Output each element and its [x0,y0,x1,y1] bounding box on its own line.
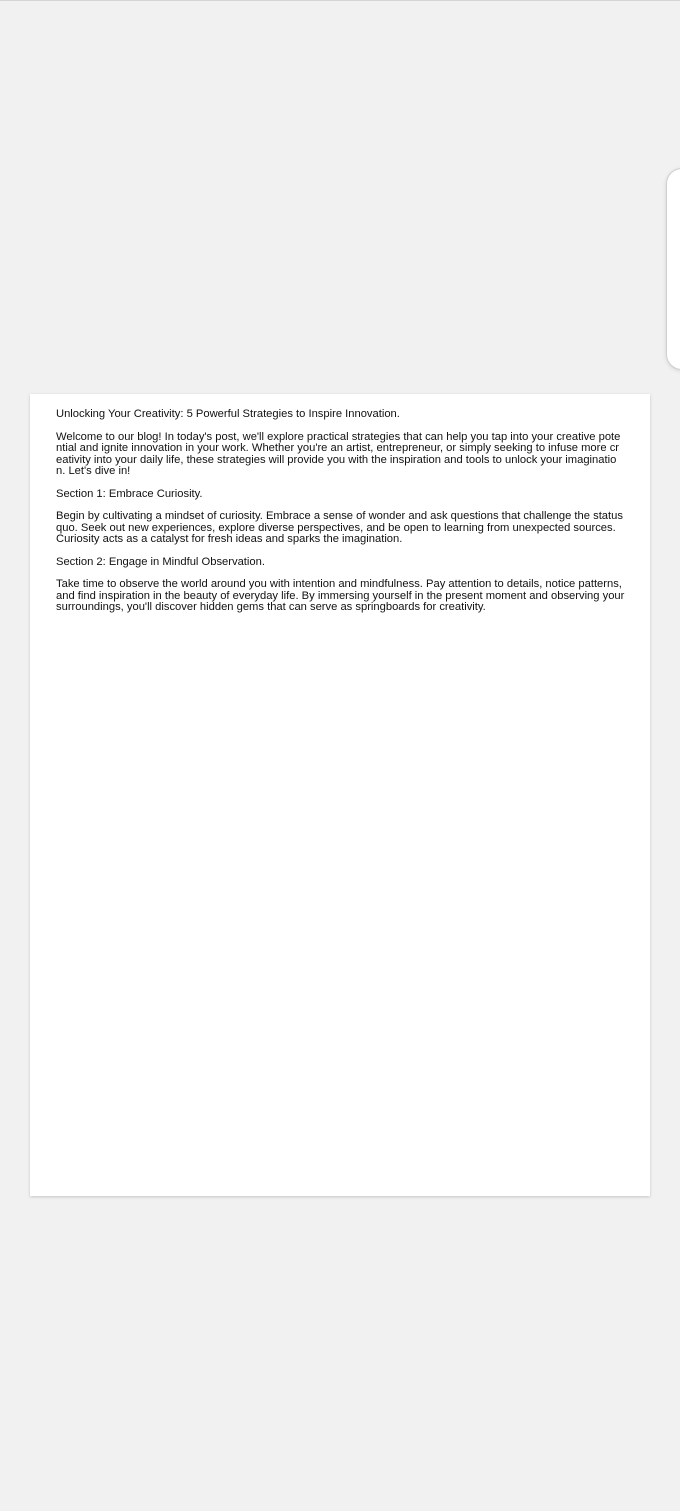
intro-paragraph: Welcome to our blog! In today's post, we'll explore practical strategies that can help you tap into your creative potential and ignite innovation in your work. Whether you're an artist, entrepreneur, or simply seeking to infuse more creativity into your daily life, these strategies will provide you with the inspiration and tools to unlock your imagination. Let's dive in! [56,430,621,477]
document-title: Unlocking Your Creativity: 5 Powerful Strategies to Inspire Innovation. [56,408,400,420]
section-2-paragraph: Take time to observe the world around you with intention and mindfulness. Pay attention to details, notice patterns, and find inspiration in the beauty of everyday life. By immersing yourself in the present moment and observing your surroundings, you'll discover hidden gems that can serve as springboards for creativity. [56,578,625,613]
side-panel-handle[interactable] [666,168,680,370]
section-1-paragraph: Begin by cultivating a mindset of curiosity. Embrace a sense of wonder and ask questions that challenge the status quo. Seek out new experiences, explore diverse perspectives, and be open to learning from unexpected sources. Curiosity acts as a catalyst for fresh ideas and sparks the imagination. [56,510,623,545]
document-page [30,394,650,1196]
document-content [56,409,625,625]
section-1-heading: Section 1: Embrace Curiosity. [56,487,203,500]
section-2-heading: Section 2: Engage in Mindful Observation. [56,555,265,568]
top-divider [0,0,680,1]
